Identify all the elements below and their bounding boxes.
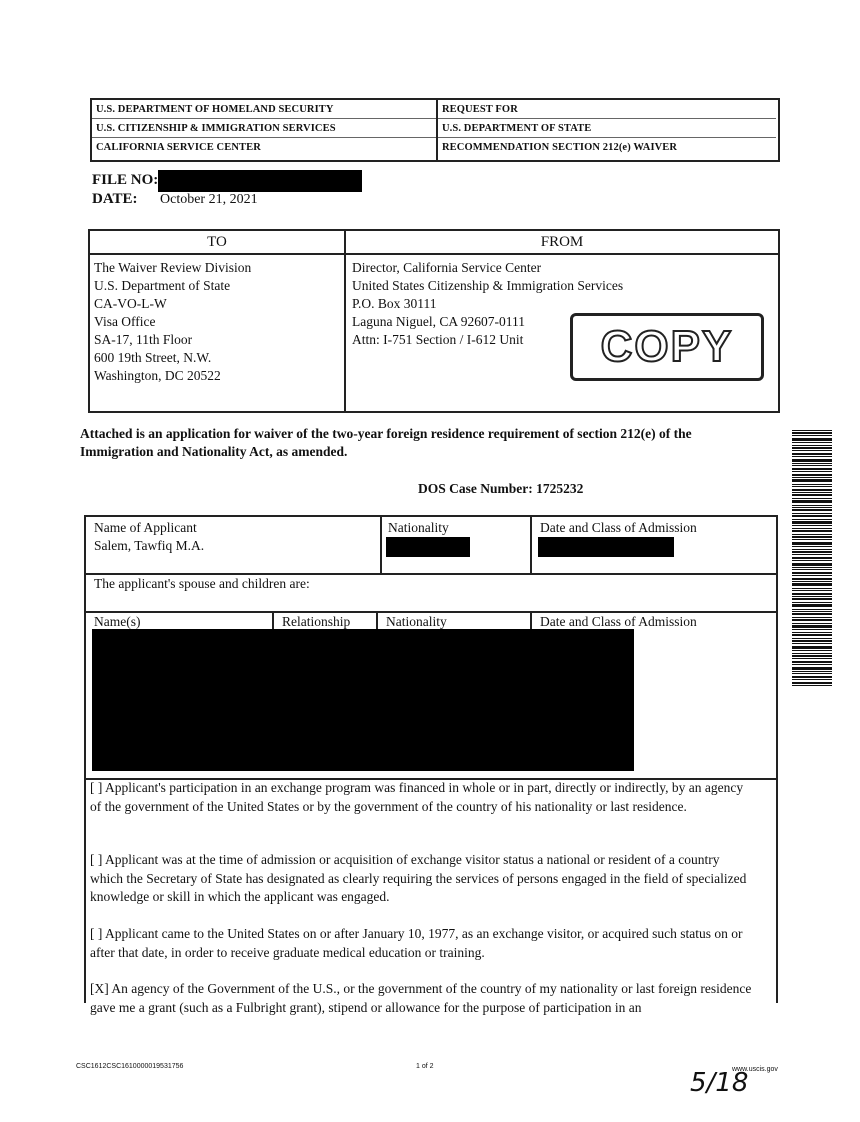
barcode-stripe bbox=[792, 629, 832, 630]
nationality-label: Nationality bbox=[388, 520, 449, 535]
barcode-stripe bbox=[792, 459, 832, 462]
barcode-stripe bbox=[792, 492, 832, 493]
file-no-label: FILE NO: bbox=[92, 172, 159, 188]
handwritten-note: 5/18 bbox=[690, 1068, 749, 1098]
family-col-admission: Date and Class of Admission bbox=[540, 614, 697, 629]
barcode-stripe bbox=[792, 474, 832, 476]
dos-case-number: DOS Case Number: 1725232 bbox=[418, 481, 584, 496]
barcode-stripe bbox=[792, 588, 832, 589]
to-from-box bbox=[88, 229, 780, 413]
barcode-stripe bbox=[792, 625, 832, 628]
barcode-stripe bbox=[792, 539, 832, 540]
barcode-stripe bbox=[792, 685, 832, 686]
barcode-stripe bbox=[792, 671, 832, 672]
barcode-stripe bbox=[792, 583, 832, 586]
barcode-stripe bbox=[792, 676, 832, 678]
barcode-stripe bbox=[792, 643, 832, 644]
barcode-stripe bbox=[792, 617, 832, 618]
barcode-stripe bbox=[792, 500, 832, 503]
barcode-stripe bbox=[792, 530, 832, 532]
barcode-stripe bbox=[792, 479, 832, 482]
applicant-name-label: Name of Applicant bbox=[94, 520, 197, 535]
barcode-stripe bbox=[792, 525, 832, 526]
barcode-stripe bbox=[792, 465, 832, 466]
to-line: CA-VO-L-W bbox=[94, 296, 167, 311]
barcode-stripe bbox=[792, 477, 832, 478]
barcode-stripe bbox=[792, 513, 832, 514]
header-right-line-2: U.S. DEPARTMENT OF STATE bbox=[438, 119, 776, 138]
barcode-stripe bbox=[792, 646, 832, 649]
to-line: Visa Office bbox=[94, 314, 156, 329]
to-line: SA-17, 11th Floor bbox=[94, 332, 193, 347]
to-line: The Waiver Review Division bbox=[94, 260, 252, 275]
barcode-stripe bbox=[792, 623, 832, 624]
barcode-stripe bbox=[792, 468, 832, 470]
barcode-stripe bbox=[792, 445, 832, 446]
from-header: FROM bbox=[346, 231, 778, 255]
from-line: Director, California Service Center bbox=[352, 260, 542, 275]
copy-stamp-text: COPY bbox=[600, 322, 734, 371]
paragraph-financing: [ ] Applicant's participation in an exchange program was financed in whole or in part, directly or indirectly, by an agency of the government of the United States or by the government of the country of his nationality or last residence. bbox=[90, 780, 744, 814]
header-left-line-2: U.S. CITIZENSHIP & IMMIGRATION SERVICES bbox=[92, 119, 436, 138]
barcode-stripe bbox=[792, 450, 832, 451]
barcode-stripe bbox=[792, 567, 832, 568]
barcode-stripe bbox=[792, 453, 832, 455]
barcode-stripe bbox=[792, 521, 832, 524]
barcode-stripe bbox=[792, 507, 832, 508]
barcode-stripe bbox=[792, 505, 832, 506]
barcode-stripe bbox=[792, 442, 832, 443]
barcode-stripe bbox=[792, 430, 832, 431]
from-line: Laguna Niguel, CA 92607-0111 bbox=[352, 314, 525, 329]
admission-redaction bbox=[538, 537, 674, 557]
barcode-stripe bbox=[792, 613, 832, 615]
header-left-cell bbox=[92, 100, 438, 160]
to-line: Washington, DC 20522 bbox=[94, 368, 221, 383]
file-no-redaction bbox=[158, 170, 362, 192]
barcode-stripe bbox=[792, 638, 832, 639]
to-address bbox=[94, 259, 251, 385]
barcode-stripe bbox=[792, 563, 832, 566]
intro-paragraph: Attached is an application for waiver of the two-year foreign residence requirement of section 212(e) of the Immigration and Nationality Act, as amended. bbox=[80, 426, 692, 459]
barcode-stripe bbox=[792, 593, 832, 595]
footer-site: www.uscis.gov bbox=[732, 1066, 778, 1073]
footer-page: 1 of 2 bbox=[416, 1063, 434, 1070]
paragraph-grant: [X] An agency of the Government of the U.S., or the government of the country of my nationality or last foreign residence gave me a grant (such as a Fulbright grant), stipend or allowance for the purpose of participation in an bbox=[90, 981, 752, 1015]
barcode-stripe bbox=[792, 572, 832, 574]
barcode-stripe bbox=[792, 471, 832, 472]
barcode-stripe bbox=[792, 650, 832, 651]
barcode-stripe bbox=[792, 653, 832, 654]
barcode-stripe bbox=[792, 632, 832, 633]
admission-label: Date and Class of Admission bbox=[540, 520, 697, 535]
barcode-stripe bbox=[792, 664, 832, 665]
barcode-stripe bbox=[792, 590, 832, 591]
nationality-redaction bbox=[386, 537, 470, 557]
barcode-stripe bbox=[792, 557, 832, 559]
from-line: P.O. Box 30111 bbox=[352, 296, 437, 311]
barcode-stripe bbox=[792, 569, 832, 570]
barcode-stripe bbox=[792, 554, 832, 555]
header-right-line-3: RECOMMENDATION SECTION 212(e) WAIVER bbox=[442, 142, 678, 153]
barcode-stripe bbox=[792, 536, 832, 538]
family-col-names: Name(s) bbox=[94, 614, 141, 629]
date-value: October 21, 2021 bbox=[160, 192, 258, 207]
header-right-line-1: REQUEST FOR bbox=[438, 100, 776, 119]
barcode-stripe bbox=[792, 528, 832, 529]
barcode-stripe bbox=[792, 575, 832, 576]
barcode-stripe bbox=[792, 494, 832, 496]
footer-code: CSC1612CSC1610000019531756 bbox=[76, 1063, 184, 1070]
date-label: DATE: bbox=[92, 191, 138, 207]
barcode-stripe bbox=[792, 634, 832, 636]
family-col-relationship: Relationship bbox=[282, 614, 351, 629]
to-header: TO bbox=[90, 231, 344, 255]
spouse-children-label: The applicant's spouse and children are: bbox=[94, 576, 310, 591]
barcode-stripe bbox=[792, 604, 832, 607]
barcode-stripe bbox=[792, 551, 832, 553]
family-col-nationality: Nationality bbox=[386, 614, 447, 629]
header-left-line-3: CALIFORNIA SERVICE CENTER bbox=[96, 142, 261, 153]
barcode-stripe bbox=[792, 673, 832, 674]
barcode-stripe bbox=[792, 581, 832, 582]
barcode-stripe bbox=[792, 549, 832, 550]
to-line: 600 19th Street, N.W. bbox=[94, 350, 212, 365]
barcode-stripe bbox=[792, 667, 832, 670]
paragraph-designated-country: [ ] Applicant was at the time of admission or acquisition of exchange visitor status a national or resident of a country which the Secretary of State has designated as clearly requiring the services of persons engaged in the field of specialized knowledge or skill in which the applicant was engaged. bbox=[90, 852, 747, 904]
header-right-cell bbox=[438, 100, 776, 156]
barcode-stripe bbox=[792, 542, 832, 545]
grid-divider bbox=[272, 613, 274, 629]
barcode-stripe bbox=[792, 534, 832, 535]
grid-divider bbox=[376, 613, 378, 629]
barcode-stripe bbox=[792, 596, 832, 597]
barcode-stripe bbox=[792, 611, 832, 612]
barcode-stripe bbox=[792, 519, 832, 520]
barcode-stripe bbox=[792, 463, 832, 464]
paragraph-medical-education: [ ] Applicant came to the United States on or after January 10, 1977, as an exchange visitor, or acquired such status on or after that date, in order to receive graduate medical education or training. bbox=[90, 926, 743, 960]
barcode-stripe bbox=[792, 432, 832, 434]
copy-stamp bbox=[570, 313, 764, 381]
barcode-stripe bbox=[792, 661, 832, 663]
barcode-stripe bbox=[792, 602, 832, 603]
barcode-stripe bbox=[792, 438, 832, 441]
barcode-stripe bbox=[792, 484, 832, 485]
barcode-stripe bbox=[792, 447, 832, 449]
applicant-name-value: Salem, Tawfiq M.A. bbox=[94, 538, 205, 553]
header-box bbox=[90, 98, 780, 162]
grid-divider bbox=[530, 613, 532, 629]
header-left-line-1: U.S. DEPARTMENT OF HOMELAND SECURITY bbox=[92, 100, 436, 119]
family-redaction bbox=[92, 629, 634, 771]
barcode-stripe bbox=[792, 560, 832, 561]
barcode-stripe bbox=[792, 679, 832, 680]
barcode-stripe bbox=[792, 515, 832, 517]
barcode-stripe bbox=[792, 578, 832, 580]
barcode-stripe bbox=[792, 498, 832, 499]
barcode-stripe bbox=[792, 598, 832, 600]
barcode-stripe bbox=[792, 640, 832, 642]
side-barcode bbox=[792, 430, 832, 688]
barcode-stripe bbox=[792, 509, 832, 511]
to-line: U.S. Department of State bbox=[94, 278, 231, 293]
from-line: United States Citizenship & Immigration Services bbox=[352, 278, 624, 293]
grid-divider bbox=[380, 517, 382, 573]
barcode-stripe bbox=[792, 619, 832, 621]
barcode-stripe bbox=[792, 609, 832, 610]
grid-divider bbox=[530, 517, 532, 573]
barcode-stripe bbox=[792, 456, 832, 457]
to-from-divider bbox=[344, 231, 346, 411]
barcode-stripe bbox=[792, 486, 832, 487]
barcode-stripe bbox=[792, 435, 832, 436]
from-line: Attn: I-751 Section / I-612 Unit bbox=[352, 332, 524, 347]
barcode-stripe bbox=[792, 489, 832, 491]
barcode-stripe bbox=[792, 655, 832, 657]
barcode-stripe bbox=[792, 658, 832, 659]
barcode-stripe bbox=[792, 682, 832, 684]
barcode-stripe bbox=[792, 546, 832, 547]
